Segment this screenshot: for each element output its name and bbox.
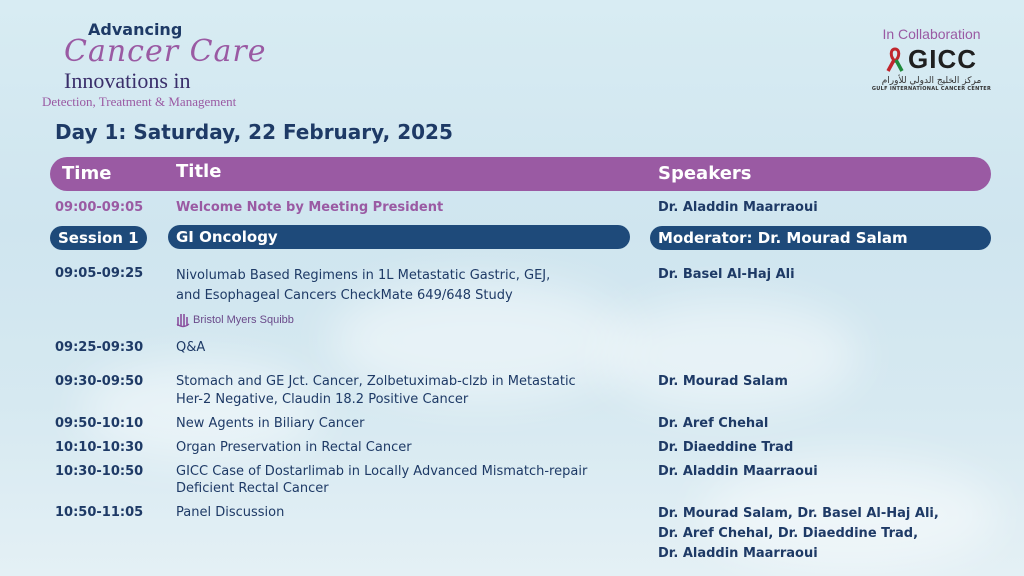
row-title-line1: New Agents in Biliary Cancer (176, 416, 365, 431)
row-time: 09:25-09:30 (55, 340, 144, 355)
session-moderator: Moderator: Dr. Mourad Salam (650, 226, 991, 250)
row-speaker: Dr. Aladdin Maarraoui (658, 464, 818, 479)
row-time: 09:30-09:50 (55, 374, 144, 389)
row-title-line1: Nivolumab Based Regimens in 1L Metastatic Gastric, GEJ, (176, 268, 551, 283)
welcome-time: 09:00-09:05 (55, 200, 144, 215)
sponsor-logo (176, 312, 294, 328)
row-time: 10:10-10:30 (55, 440, 144, 455)
row-title-line1: Panel Discussion (176, 505, 285, 520)
row-time: 10:50-11:05 (55, 505, 144, 520)
row-speaker: Dr. Diaeddine Trad (658, 440, 794, 455)
event-logo (40, 18, 280, 113)
header-title: Title (176, 161, 222, 182)
gicc-arabic-name: مركز الخليج الدولي للأورام (881, 76, 982, 86)
header-time: Time (62, 163, 112, 184)
logo-line-advancing: Advancing (88, 20, 183, 39)
row-time: 09:50-10:10 (55, 416, 144, 431)
session-label: Session 1 (50, 226, 147, 250)
row-title-line2: Deficient Rectal Cancer (176, 481, 329, 496)
logo-line-innovations: Innovations in (64, 68, 191, 93)
row-title-line1: Stomach and GE Jct. Cancer, Zolbetuximab-clzb in Metastatic (176, 374, 576, 389)
session-title: GI Oncology (168, 225, 630, 249)
row-title-line1: Organ Preservation in Rectal Cancer (176, 440, 412, 455)
header-speakers: Speakers (658, 163, 752, 184)
sponsor-hand-icon (176, 312, 190, 328)
ribbon-icon (886, 47, 904, 73)
collaboration-logo (869, 26, 994, 92)
logo-line-detection: Detection, Treatment & Management (42, 94, 237, 109)
row-title-line2: and Esophageal Cancers CheckMate 649/648 Study (176, 288, 513, 303)
row-title-line1: GICC Case of Dostarlimab in Locally Advanced Mismatch-repair (176, 464, 588, 479)
background-cloud (600, 300, 860, 410)
welcome-speaker: Dr. Aladdin Maarraoui (658, 200, 818, 215)
gicc-full-name: GULF INTERNATIONAL CANCER CENTER (871, 86, 992, 92)
row-speaker: Dr. Basel Al-Haj Ali (658, 267, 795, 282)
row-title-line1: Q&A (176, 340, 206, 355)
row-time: 09:05-09:25 (55, 266, 144, 281)
row-speaker-line2: Dr. Aref Chehal, Dr. Diaeddine Trad, (658, 526, 919, 541)
row-speaker: Dr. Mourad Salam (658, 374, 788, 389)
sponsor-name: Bristol Myers Squibb (193, 314, 294, 326)
row-time: 10:30-10:50 (55, 464, 144, 479)
row-speaker-line3: Dr. Aladdin Maarraoui (658, 546, 818, 561)
collaboration-label: In Collaboration (882, 26, 981, 42)
day-title: Day 1: Saturday, 22 February, 2025 (55, 120, 453, 144)
gicc-name: GICC (908, 44, 977, 74)
welcome-title: Welcome Note by Meeting President (176, 200, 444, 215)
logo-line-cancer-care: Cancer Care (64, 34, 267, 69)
row-speaker: Dr. Aref Chehal (658, 416, 769, 431)
gicc-logo (869, 44, 994, 75)
row-title-line2: Her-2 Negative, Claudin 18.2 Positive Cancer (176, 392, 469, 407)
row-speaker: Dr. Mourad Salam, Dr. Basel Al-Haj Ali, (658, 506, 939, 521)
